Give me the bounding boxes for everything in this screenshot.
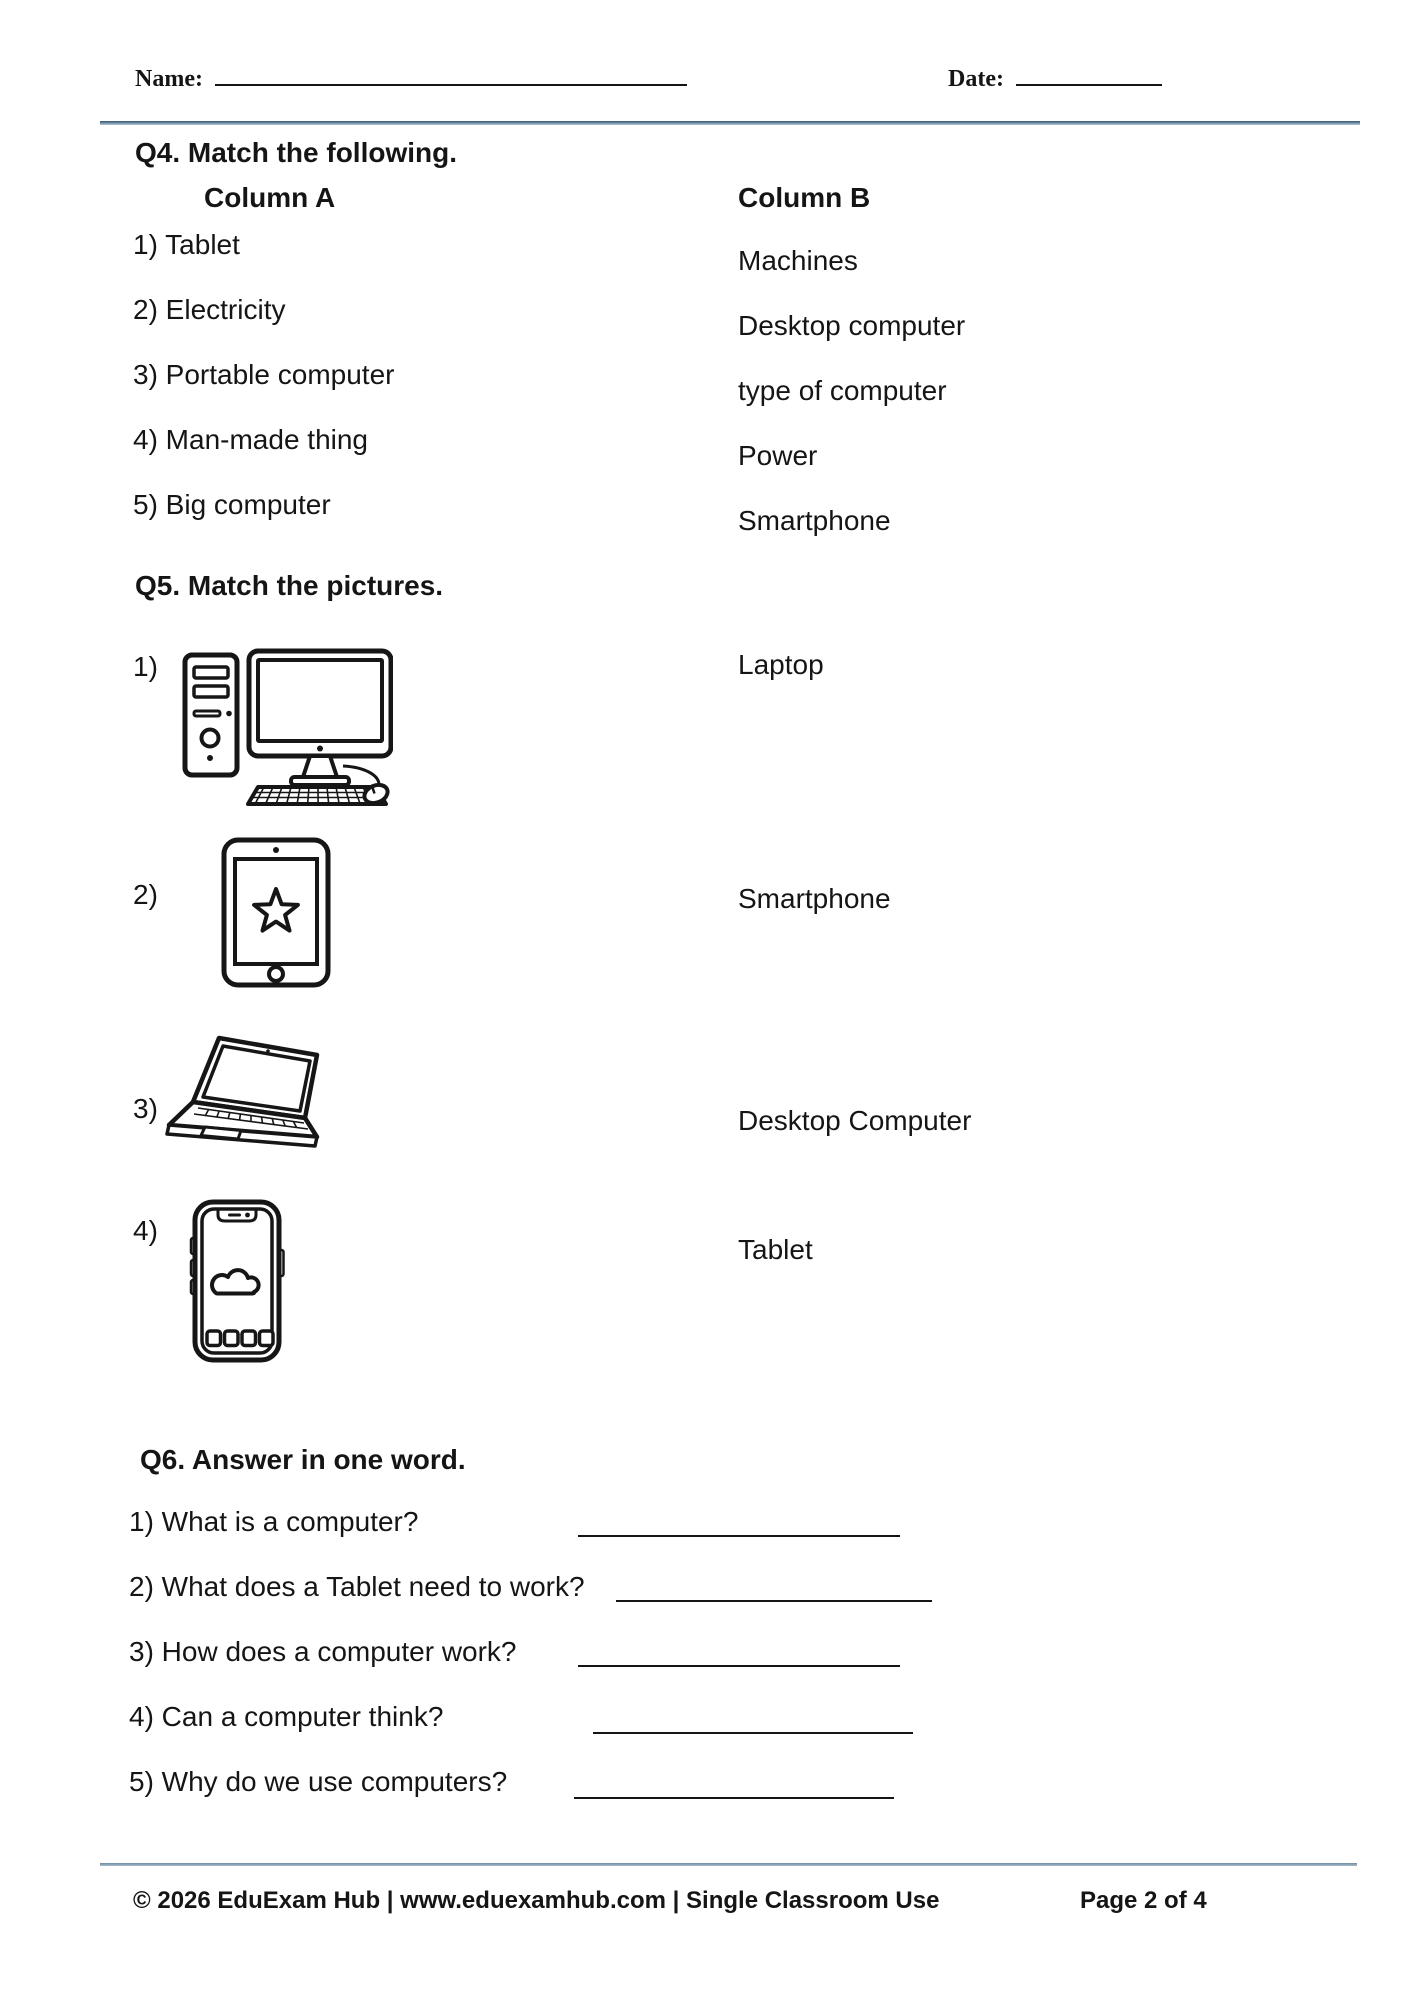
- q5-item-label: Smartphone: [738, 883, 891, 914]
- q5-item-label: Laptop: [738, 649, 824, 680]
- q4-column-b-item: type of computer: [738, 375, 947, 406]
- q6-answer-blank: [578, 1635, 900, 1667]
- q6-question: 5) Why do we use computers?: [129, 1766, 508, 1797]
- date-blank-line: [1016, 60, 1162, 86]
- q5-item-label: Tablet: [738, 1234, 813, 1265]
- q4-column-b-item: Power: [738, 440, 818, 471]
- q4-column-a-item: 5) Big computer: [133, 489, 331, 520]
- q6-answer-blank: [616, 1570, 932, 1602]
- footer-page-number: Page 2 of 4: [1080, 1887, 1207, 1914]
- q4-column-b-item: Smartphone: [738, 505, 891, 536]
- q6-title: Q6. Answer in one word.: [140, 1444, 466, 1475]
- q5-item-label: Desktop Computer: [738, 1105, 972, 1136]
- q6-question: 3) How does a computer work?: [129, 1636, 517, 1667]
- q4-column-b-header: Column B: [738, 182, 871, 213]
- q4-column-a-header: Column A: [204, 182, 336, 213]
- q5-item-number: 3): [133, 1093, 158, 1124]
- q4-column-b-item: Desktop computer: [738, 310, 966, 341]
- name-blank-line: [215, 60, 687, 86]
- name-field-row: [135, 60, 687, 94]
- q4-column-a-item: 3) Portable computer: [133, 359, 395, 390]
- date-label: Date:: [948, 66, 1004, 92]
- q6-question: 2) What does a Tablet need to work?: [129, 1571, 585, 1602]
- q6-answer-blank: [578, 1505, 900, 1537]
- q6-question: 1) What is a computer?: [129, 1506, 419, 1537]
- q4-column-b-item: Machines: [738, 245, 858, 276]
- q6-question: 4) Can a computer think?: [129, 1701, 444, 1732]
- header-divider: [100, 121, 1360, 125]
- footer-copyright: © 2026 EduExam Hub | www.eduexamhub.com | Single Classroom Use: [133, 1887, 940, 1914]
- tablet-icon: [220, 836, 332, 994]
- q4-column-a-item: 4) Man-made thing: [133, 424, 369, 455]
- desktop-computer-icon: [178, 646, 393, 813]
- q4-title: Q4. Match the following.: [135, 137, 457, 168]
- q5-title: Q5. Match the pictures.: [135, 570, 444, 601]
- q5-item-number: 2): [133, 879, 158, 910]
- q6-answer-blank: [593, 1702, 913, 1734]
- laptop-icon: [158, 1034, 330, 1172]
- name-label: Name:: [135, 66, 203, 92]
- q6-answer-blank: [574, 1767, 894, 1799]
- q5-item-number: 1): [133, 651, 158, 682]
- q5-item-number: 4): [133, 1215, 158, 1246]
- q4-column-a-item: 1) Tablet: [133, 229, 240, 260]
- q4-column-a-item: 2) Electricity: [133, 294, 286, 325]
- footer-divider: [100, 1863, 1357, 1866]
- smartphone-icon: [188, 1198, 286, 1371]
- date-field-row: [948, 60, 1162, 94]
